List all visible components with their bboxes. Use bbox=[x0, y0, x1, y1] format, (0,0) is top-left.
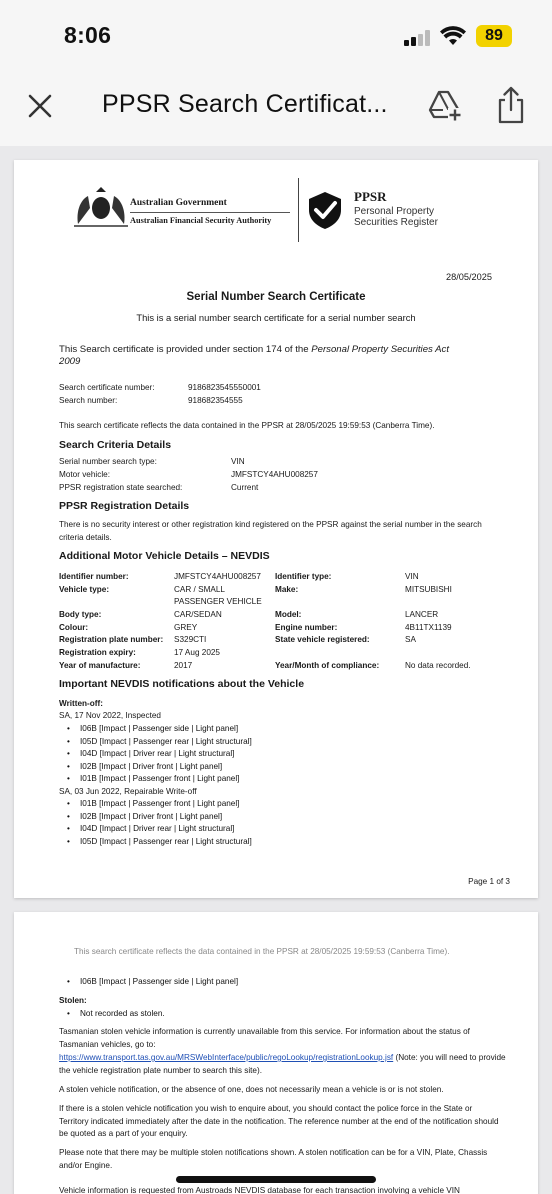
identifier-number-label: Identifier number: bbox=[59, 572, 129, 581]
enquire-text: If there is a stolen vehicle notification you wish to enquire about, you should contact the police force in the State or Territory indicated immediately after the date in the notification. The reference number at the end of the notification should be quoted as a part of your enquiry. bbox=[59, 1104, 499, 1138]
list-item: • I01B [Impact | Passenger front | Light panel] bbox=[80, 798, 252, 811]
ppsr-logo-sub2: Securities Register bbox=[354, 217, 438, 228]
list-item: • I04D [Impact | Driver rear | Light structural] bbox=[80, 823, 252, 836]
certificate-date: 28/05/2025 bbox=[446, 272, 492, 282]
ppsr-logo-title: PPSR bbox=[354, 189, 387, 204]
make-label: Make: bbox=[275, 585, 299, 594]
reflects-statement: This search certificate reflects the data contained in the PPSR at 28/05/2025 19:59:53 (Canberra Time). bbox=[59, 421, 435, 430]
criteria-heading: Search Criteria Details bbox=[59, 439, 172, 451]
nevdis-heading: Additional Motor Vehicle Details – NEVDIS bbox=[59, 550, 270, 562]
criteria-label: PPSR registration state searched: bbox=[59, 483, 183, 492]
year-label: Year of manufacture: bbox=[59, 661, 141, 670]
list-item: • I06B [Impact | Passenger side | Light panel] bbox=[80, 723, 252, 736]
vehicle-type-value: PASSENGER VEHICLE bbox=[174, 597, 262, 606]
header-vertical-divider bbox=[298, 178, 299, 242]
notification-group-1: SA, 17 Nov 2022, Inspected bbox=[59, 711, 161, 720]
vehicle-type-label: Vehicle type: bbox=[59, 585, 110, 594]
page-number: Page 1 of 3 bbox=[468, 877, 510, 886]
list-item: • I02B [Impact | Driver front | Light panel] bbox=[80, 761, 252, 774]
search-number-value: 918682354555 bbox=[188, 396, 243, 405]
body-type-value: CAR/SEDAN bbox=[174, 610, 222, 619]
close-icon[interactable] bbox=[26, 92, 54, 120]
ppsr-logo-sub1: Personal Property bbox=[354, 206, 435, 217]
registration-heading: PPSR Registration Details bbox=[59, 500, 190, 512]
document-page-1 bbox=[14, 160, 538, 898]
notification-group-2: SA, 03 Jun 2022, Repairable Write-off bbox=[59, 787, 197, 796]
engine-label: Engine number: bbox=[275, 623, 338, 632]
battery-indicator: 89 bbox=[476, 25, 512, 47]
certificate-subtitle: This is a serial number search certificate for a serial number search bbox=[136, 312, 416, 323]
coat-of-arms-icon bbox=[70, 186, 132, 228]
list-item: • I01B [Impact | Passenger front | Light panel] bbox=[80, 773, 252, 786]
notification-list-2 bbox=[80, 798, 252, 848]
vehicle-type-value: CAR / SMALL bbox=[174, 585, 225, 594]
state-value: SA bbox=[405, 635, 416, 644]
colour-value: GREY bbox=[174, 623, 198, 632]
stolen-label: Stolen: bbox=[59, 996, 87, 1005]
wifi-icon bbox=[440, 26, 466, 46]
tasmania-lookup-link[interactable]: https://www.transport.tas.gov.au/MRSWebInterface/public/regoLookup/registrationLookup.jsf bbox=[59, 1053, 394, 1062]
stolen-note: A stolen vehicle notification, or the absence of one, does not necessarily mean a vehicle is or is not stolen. bbox=[59, 1085, 444, 1094]
criteria-value: JMFSTCY4AHU008257 bbox=[231, 470, 318, 479]
cellular-signal-icon bbox=[404, 30, 432, 46]
gov-divider bbox=[130, 212, 290, 213]
state-label: State vehicle registered: bbox=[275, 635, 370, 644]
tasmania-link-paragraph: https://www.transport.tas.gov.au/MRSWebInterface/public/regoLookup/registrationLookup.jsf (Note: you will need to provide the vehicle registration plate number to search this site). bbox=[59, 1053, 506, 1075]
engine-value: 4B11TX1139 bbox=[405, 623, 452, 632]
written-off-label: Written-off: bbox=[59, 699, 103, 708]
identifier-type-label: Identifier type: bbox=[275, 572, 332, 581]
expiry-label: Registration expiry: bbox=[59, 648, 136, 657]
plate-value: S329CTI bbox=[174, 635, 207, 644]
identifier-number-value: JMFSTCY4AHU008257 bbox=[174, 572, 261, 581]
expiry-value: 17 Aug 2025 bbox=[174, 648, 220, 657]
status-bar bbox=[0, 0, 552, 70]
criteria-value: Current bbox=[231, 483, 259, 492]
compliance-label: Year/Month of compliance: bbox=[275, 661, 380, 670]
year-value: 2017 bbox=[174, 661, 193, 670]
list-item: • I04D [Impact | Driver rear | Light structural] bbox=[80, 748, 252, 761]
identifier-type-value: VIN bbox=[405, 572, 419, 581]
list-item: • I02B [Impact | Driver front | Light panel] bbox=[80, 811, 252, 824]
list-item: • Not recorded as stolen. bbox=[80, 1008, 165, 1021]
document-title: PPSR Search Certificat... bbox=[102, 90, 388, 118]
notification-list-1 bbox=[80, 723, 252, 786]
body-type-label: Body type: bbox=[59, 610, 102, 619]
gov-line-2: Australian Financial Security Authority bbox=[130, 216, 272, 225]
carryover-list bbox=[80, 976, 238, 989]
share-icon[interactable] bbox=[496, 86, 526, 124]
cert-number-label: Search certificate number: bbox=[59, 383, 155, 392]
make-value: MITSUBISHI bbox=[405, 585, 452, 594]
criteria-label: Motor vehicle: bbox=[59, 470, 110, 479]
cert-number-value: 9186823545550001 bbox=[188, 383, 261, 392]
document-page-2 bbox=[14, 912, 538, 1194]
registration-text: There is no security interest or other registration kind registered on the PPSR against the serial number in the search criteria details. bbox=[59, 520, 482, 542]
notifications-heading: Important NEVDIS notifications about the Vehicle bbox=[59, 678, 305, 690]
home-indicator[interactable] bbox=[176, 1176, 376, 1183]
status-time: 8:06 bbox=[64, 22, 112, 48]
search-number-label: Search number: bbox=[59, 396, 118, 405]
nevdis-request-text: Vehicle information is requested from Austroads NEVDIS database for each transaction involving a vehicle VIN bbox=[59, 1186, 460, 1194]
provided-statement: This Search certificate is provided under section 174 of the Personal Property Securities Act 2009 bbox=[59, 344, 449, 367]
certificate-title: Serial Number Search Certificate bbox=[186, 291, 366, 303]
model-label: Model: bbox=[275, 610, 302, 619]
colour-label: Colour: bbox=[59, 623, 89, 632]
model-value: LANCER bbox=[405, 610, 439, 619]
list-item: • I06B [Impact | Passenger side | Light panel] bbox=[80, 976, 238, 989]
viewer-toolbar bbox=[0, 70, 552, 146]
add-to-drive-icon[interactable] bbox=[428, 88, 462, 122]
gov-line-1: Australian Government bbox=[130, 198, 227, 208]
criteria-label: Serial number search type: bbox=[59, 457, 157, 466]
stolen-list bbox=[80, 1008, 165, 1021]
list-item: • I05D [Impact | Passenger rear | Light structural] bbox=[80, 836, 252, 849]
multiple-notifications-text: Please note that there may be multiple stolen notifications shown. A stolen notification can be for a VIN, Plate, Chassis and/or Engine. bbox=[59, 1148, 488, 1170]
tasmania-text: Tasmanian stolen vehicle information is currently unavailable from this service. For information about the status of Tasmanian vehicles, go to: bbox=[59, 1027, 470, 1049]
reflects-statement: This search certificate reflects the data contained in the PPSR at 28/05/2025 19:59:53 (Canberra Time). bbox=[74, 947, 450, 956]
shield-check-icon bbox=[306, 190, 344, 230]
plate-label: Registration plate number: bbox=[59, 635, 164, 644]
list-item: • I05D [Impact | Passenger rear | Light structural] bbox=[80, 736, 252, 749]
compliance-value: No data recorded. bbox=[405, 661, 471, 670]
criteria-value: VIN bbox=[231, 457, 245, 466]
